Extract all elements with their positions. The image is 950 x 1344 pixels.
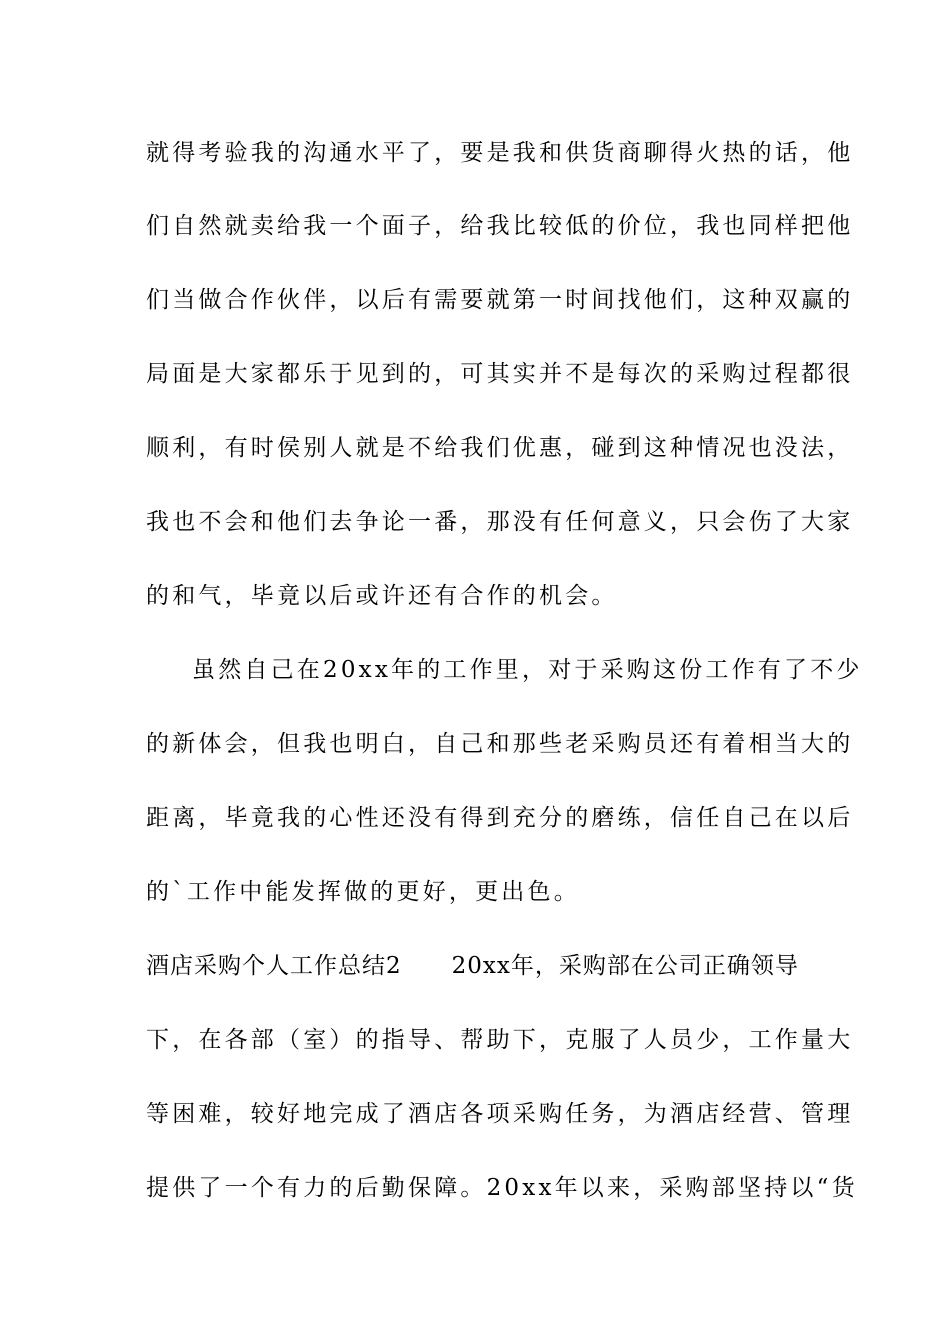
text-line: 局面是大家都乐于见到的，可其实并不是每次的采购过程都很 xyxy=(146,361,854,387)
text-segment: 20xx年，采购部在公司正确领导 xyxy=(451,953,799,979)
text-line: 等困难，较好地完成了酒店各项采购任务，为酒店经营、管理 xyxy=(146,1101,854,1127)
text-line: 们当做合作伙伴，以后有需要就第一时间找他们，这种双赢的 xyxy=(146,287,854,313)
text-line: 虽然自己在20xx年的工作里，对于采购这份工作有了不少 xyxy=(192,657,863,683)
text-line: 下，在各部（室）的指导、帮助下，克服了人员少，工作量大 xyxy=(146,1027,854,1053)
section-heading: 酒店采购个人工作总结2 xyxy=(146,953,402,979)
section-heading-line xyxy=(146,946,806,986)
text-line: 顺利，有时侯别人就是不给我们优惠，碰到这种情况也没法， xyxy=(146,435,854,461)
text-line: 们自然就卖给我一个面子，给我比较低的价位，我也同样把他 xyxy=(146,213,854,239)
text-line: 就得考验我的沟通水平了，要是我和供货商聊得火热的话，他 xyxy=(146,140,854,166)
text-line: 的和气，毕竟以后或许还有合作的机会。 xyxy=(146,583,618,609)
text-line: 的`工作中能发挥做的更好，更出色。 xyxy=(146,879,580,905)
text-line: 提供了一个有力的后勤保障。20xx年以来，采购部坚持以“货 xyxy=(146,1175,858,1201)
text-line: 的新体会，但我也明白，自己和那些老采购员还有着相当大的 xyxy=(146,731,854,757)
text-line: 距离，毕竟我的心性还没有得到充分的磨练，信任自己在以后 xyxy=(146,805,854,831)
text-line: 我也不会和他们去争论一番，那没有任何意义，只会伤了大家 xyxy=(146,509,854,535)
